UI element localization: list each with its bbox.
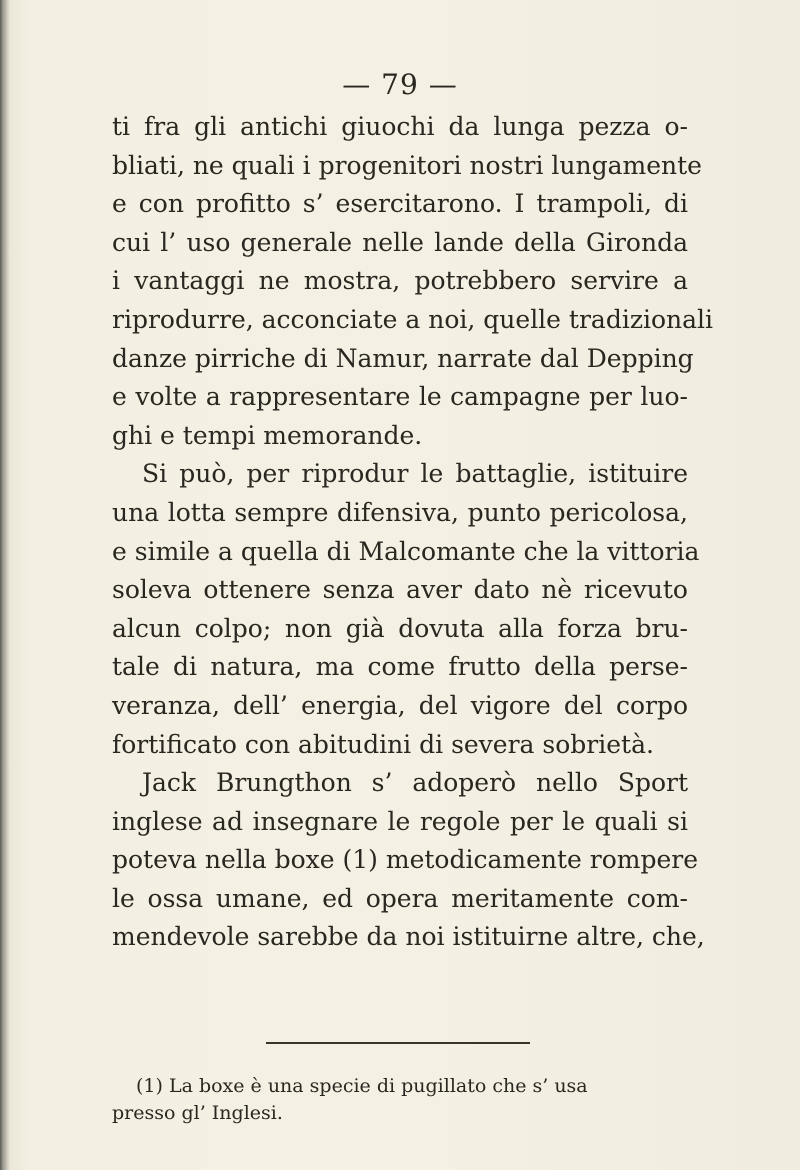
text-line: Jack Brungthon s’ adoperò nello Sport xyxy=(142,768,688,798)
text-line: e simile a quella di Malcomante che la vittoria xyxy=(112,536,700,566)
text-line: i vantaggi ne mostra, potrebbero servire a xyxy=(112,266,688,296)
text-line: poteva nella boxe (1) metodicamente rompere xyxy=(112,845,699,875)
text-line: ti fra gli antichi giuochi da lunga pezza o- xyxy=(112,112,688,141)
footnote-line: presso gl’ Inglesi. xyxy=(112,1102,283,1124)
text-line: una lotta sempre difensiva, punto pericolosa, xyxy=(112,497,688,527)
text-line: cui l’ uso generale nelle lande della Gironda xyxy=(112,227,688,257)
body-text xyxy=(112,108,714,957)
text-line: ghi e tempi memorande. xyxy=(112,420,423,450)
binding-edge xyxy=(0,0,10,1170)
text-line: e volte a rappresentare le campagne per luo- xyxy=(112,382,688,412)
text-line: soleva ottenere senza aver dato nè ricevuto xyxy=(112,575,688,605)
text-line: Si può, per riprodur le battaglie, istituire xyxy=(142,459,688,489)
text-line: bliati, ne quali i progenitori nostri lungamente xyxy=(112,150,702,180)
text-line: tale di natura, ma come frutto della perse- xyxy=(112,652,688,682)
text-line: danze pirriche di Namur, narrate dal Depping xyxy=(112,343,694,373)
text-line: inglese ad insegnare le regole per le quali si xyxy=(112,806,688,836)
text-line: veranza, dell’ energia, del vigore del corpo xyxy=(112,690,688,720)
text-line: le ossa umane, ed opera meritamente com- xyxy=(112,883,688,913)
text-line: riprodurre, acconciate a noi, quelle tradizionali xyxy=(112,304,714,334)
footnote xyxy=(112,1073,696,1127)
text-line: mendevole sarebbe da noi istituirne altre, che, xyxy=(112,922,705,952)
page-number: — 79 — xyxy=(342,68,458,101)
text-line: e con profitto s’ esercitarono. I trampoli, di xyxy=(112,189,688,219)
footnote-line: (1) La boxe è una specie di pugillato che s’ usa xyxy=(136,1075,588,1097)
text-line: fortificato con abitudini di severa sobrietà. xyxy=(112,729,654,759)
footnote-divider xyxy=(266,1042,530,1044)
text-line: alcun colpo; non già dovuta alla forza bru- xyxy=(112,613,688,643)
